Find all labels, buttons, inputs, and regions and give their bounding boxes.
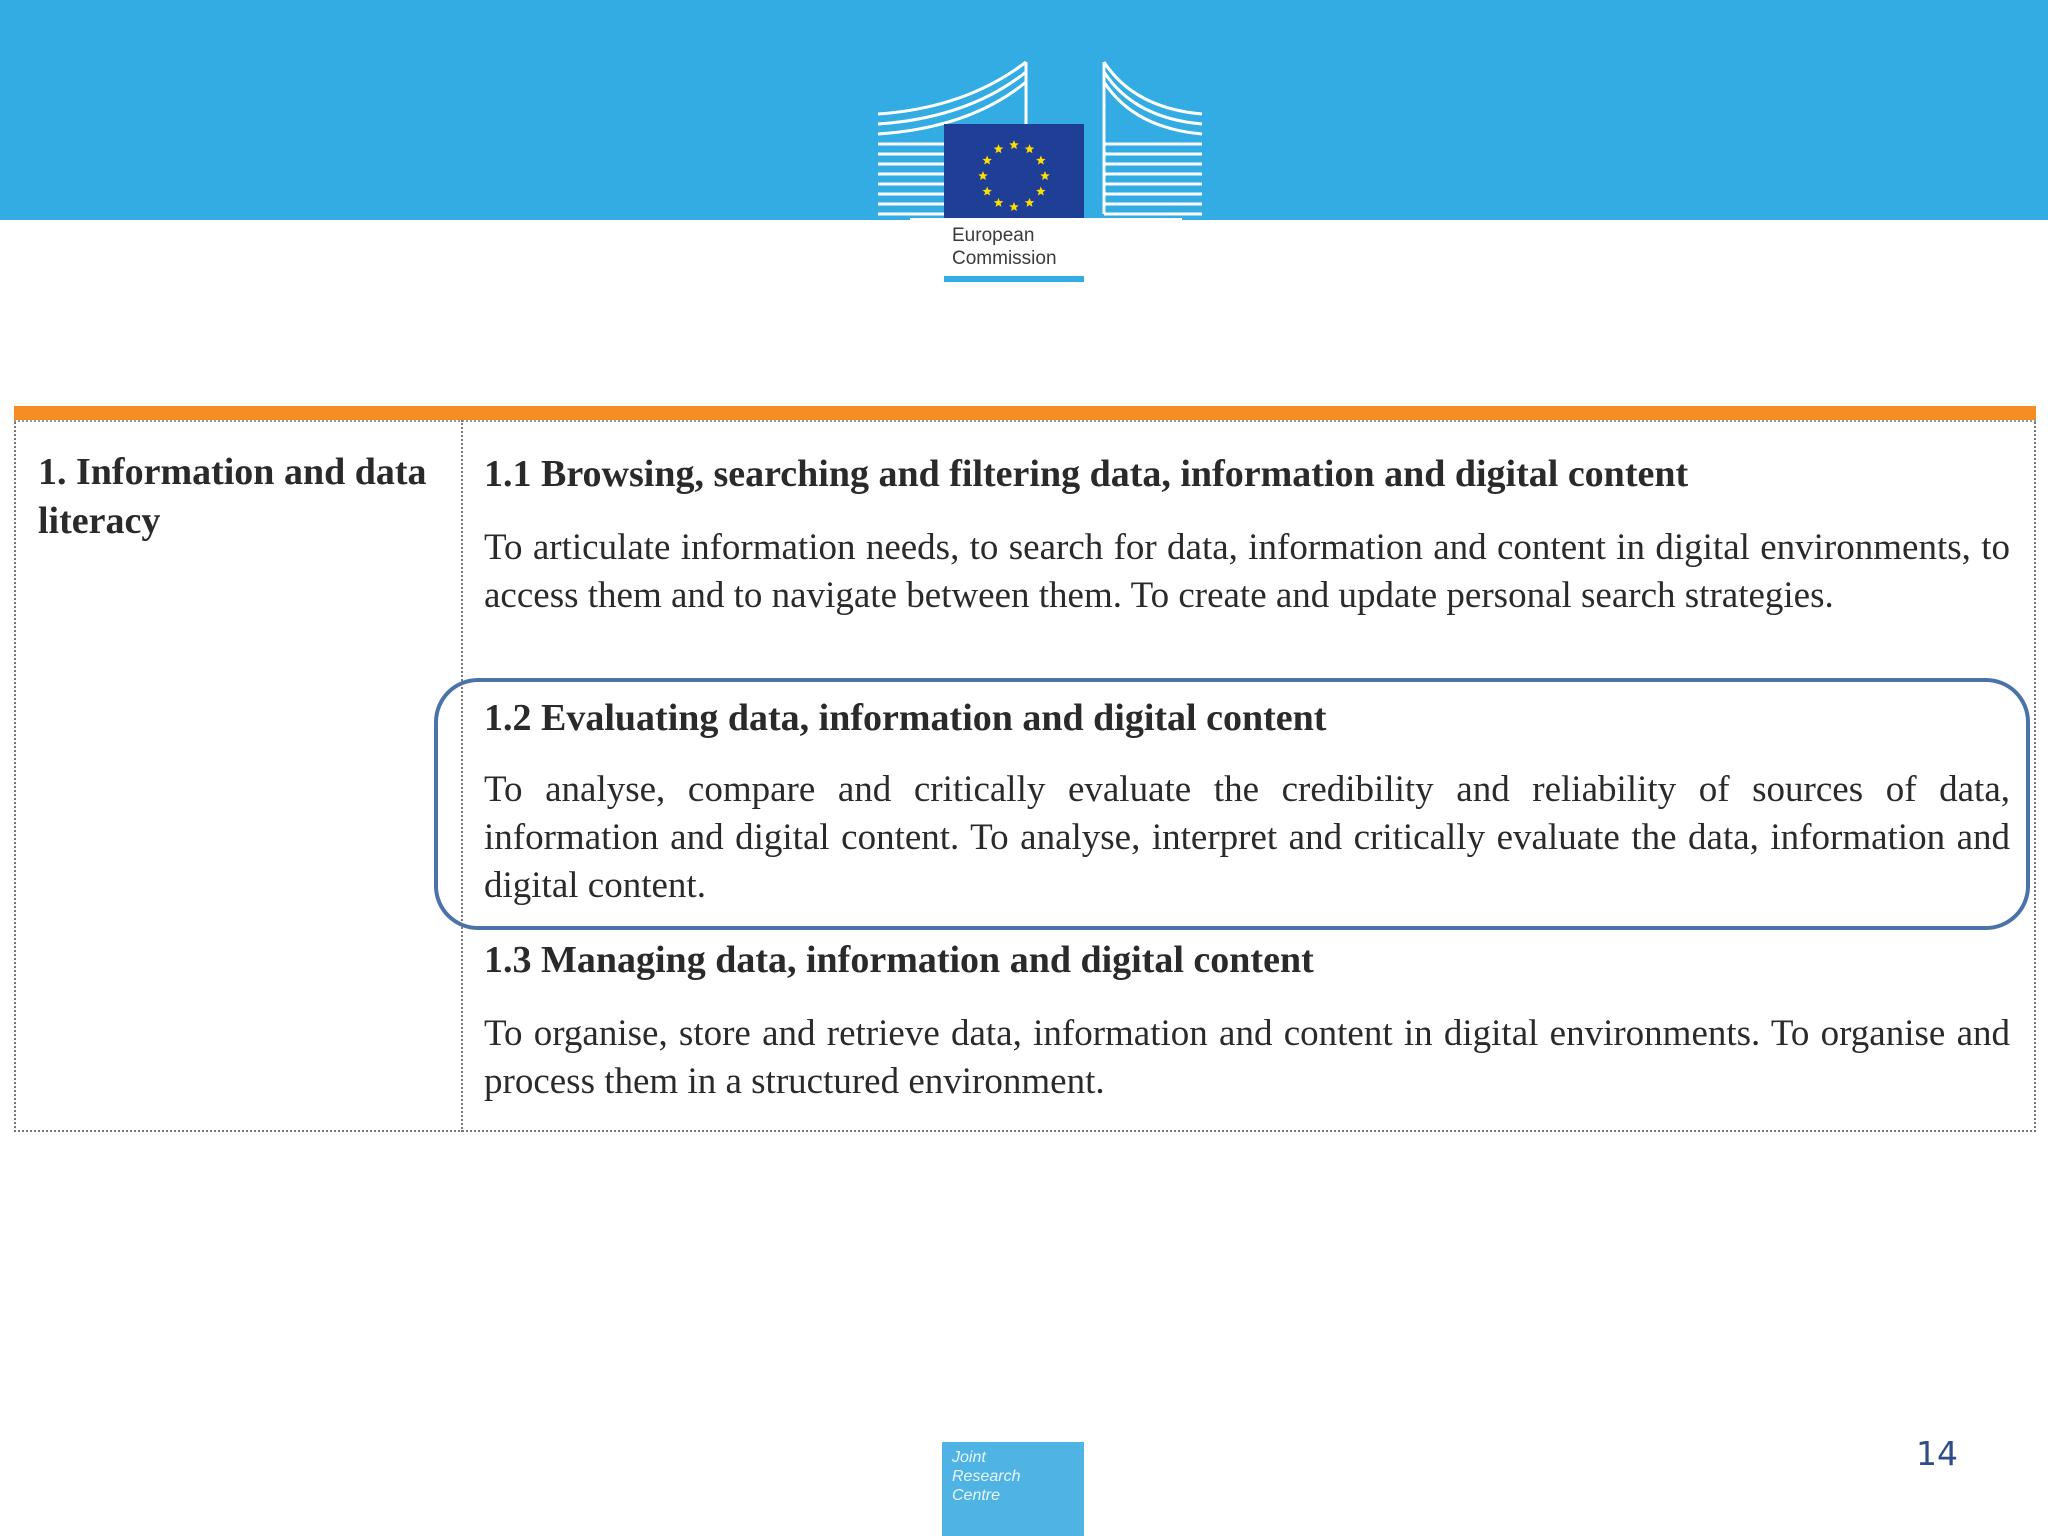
competence-1-3-title: 1.3 Managing data, information and digital content	[484, 939, 1314, 981]
european-commission-logo	[876, 58, 1204, 288]
table-top-bar	[14, 406, 2036, 420]
jrc-logo-text	[952, 1448, 1020, 1505]
eu-flag-icon	[944, 124, 1084, 228]
logo-label-line-2: Commission	[952, 248, 1057, 269]
competence-1-2-title: 1.2 Evaluating data, information and digital content	[484, 697, 1327, 739]
table-top-rule	[14, 420, 2036, 422]
jrc-logo-line-2: Research	[952, 1468, 1021, 1485]
competence-1-1-title: 1.1 Browsing, searching and filtering data, information and digital content	[484, 453, 1689, 495]
jrc-logo-line-1: Joint	[952, 1449, 986, 1466]
logo-label	[952, 224, 1057, 270]
page-number: 14	[1916, 1434, 1958, 1473]
competence-area-name: 1. Information and data literacy	[38, 451, 427, 542]
logo-label-line-1: European	[952, 225, 1035, 246]
ec-building-icon	[876, 58, 1204, 228]
competence-1-1-description: To articulate information needs, to search for data, information and content in digital environments, to access them and to navigate between them. To create and update personal search strategies.	[484, 527, 2010, 616]
competence-1-2-description: To analyse, compare and critically evaluate the credibility and reliability of sources of data, information and digital content. To analyse, interpret and critically evaluate the data, information and digital content.	[484, 769, 2010, 906]
competence-1-3-description: To organise, store and retrieve data, information and content in digital environments. To organise and process them in a structured environment.	[484, 1013, 2010, 1102]
jrc-logo-line-3: Centre	[952, 1487, 1001, 1504]
jrc-logo	[942, 1442, 1084, 1536]
logo-underline	[944, 276, 1084, 282]
